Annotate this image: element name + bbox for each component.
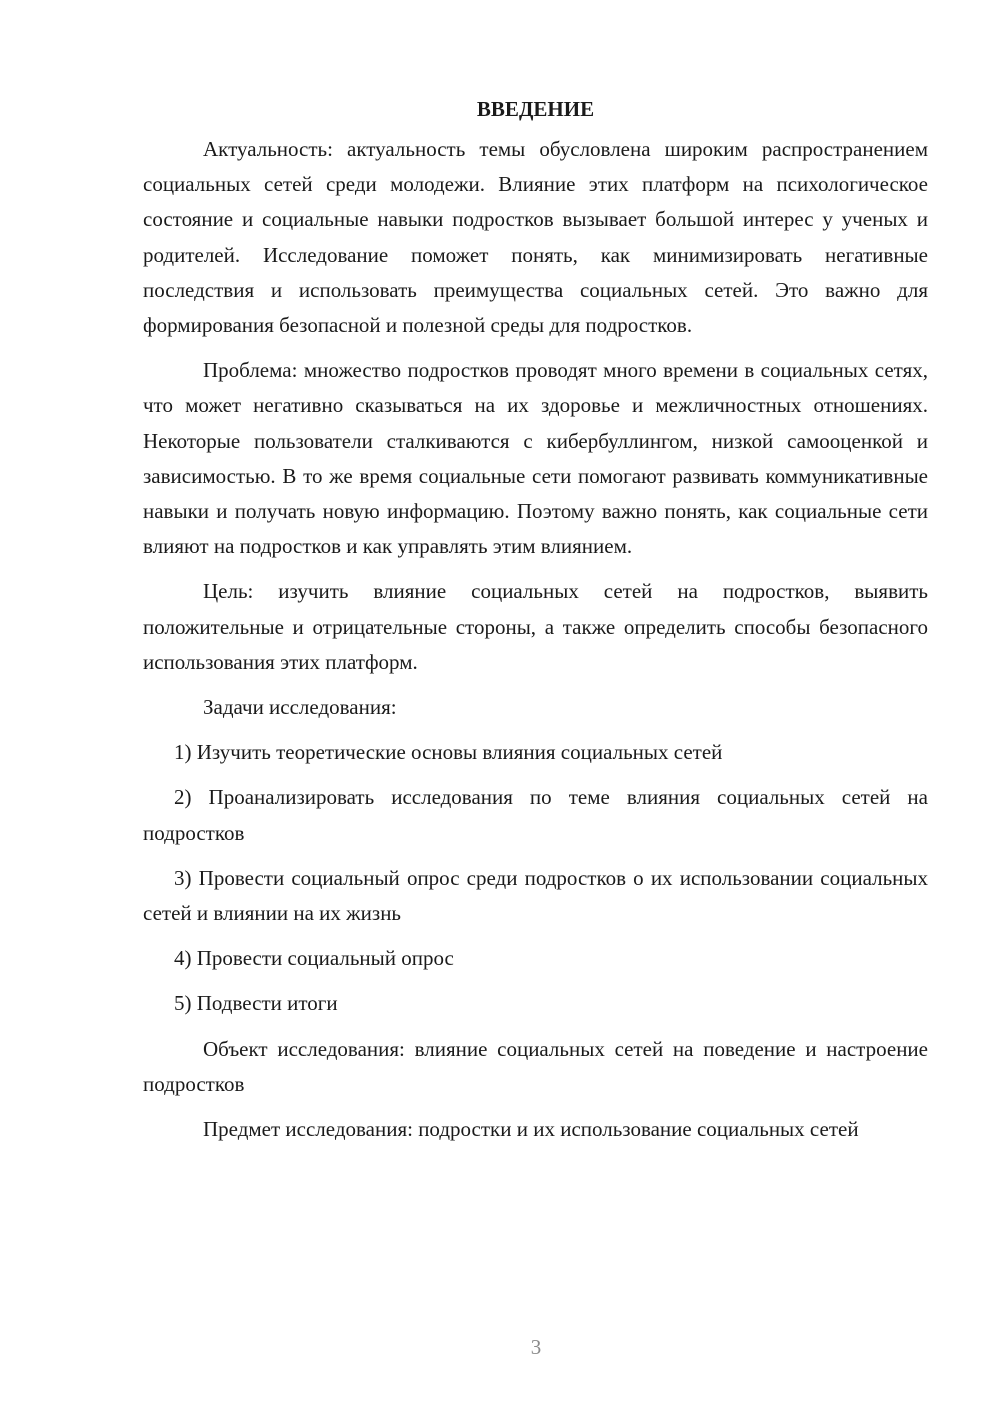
page-title: ВВЕДЕНИЕ [476,97,595,121]
list-item: 2) Проанализировать исследования по теме влияния социальных сетей на подростков [143,785,928,845]
paragraph-object: Объект исследования: влияние социальных сетей на поведение и настроение подростков [143,1036,928,1096]
list-item: 4) Провести социальный опрос [174,946,454,971]
tasks-list [143,735,928,1021]
paragraph-subject: Предмет исследования: подростки и их использование социальных сетей [203,1117,859,1142]
list-item: 5) Подвести итоги [174,991,338,1016]
paragraph-goal: Цель: изучить влияние социальных сетей на подростков, выявить положительные и отрицательные стороны, а также определить способы безопасного использования этих платформ. [143,579,928,674]
page-number: 3 [530,1335,542,1359]
paragraph-problem: Проблема: множество подростков проводят много времени в социальных сетях, что может негативно сказываться на их здоровье и межличностных отношениях. Некоторые пользователи сталкиваются с кибербуллингом, низкой самооценкой и зависимостью. В то же время социальные сети помогают развивать коммуникативные навыки и получать новую информацию. Поэтому важно понять, как социальные сети влияют на подростков и как управлять этим влиянием. [143,358,928,559]
list-item: 3) Провести социальный опрос среди подростков о их использовании социальных сетей и влиянии на их жизнь [143,865,928,926]
tasks-heading: Задачи исследования: [203,695,397,720]
paragraph-relevance: Актуальность: актуальность темы обусловлена широким распространением социальных сетей среди молодежи. Влияние этих платформ на психологическое состояние и социальные навыки подростков вызывает большой интерес у ученых и родителей. Исследование поможет понять, как минимизировать негативные последствия и использовать преимущества социальных сетей. Это важно для формирования безопасной и полезной среды для подростков. [143,137,928,338]
document-page [143,92,928,1157]
list-item: 1) Изучить теоретические основы влияния социальных сетей [174,740,723,765]
